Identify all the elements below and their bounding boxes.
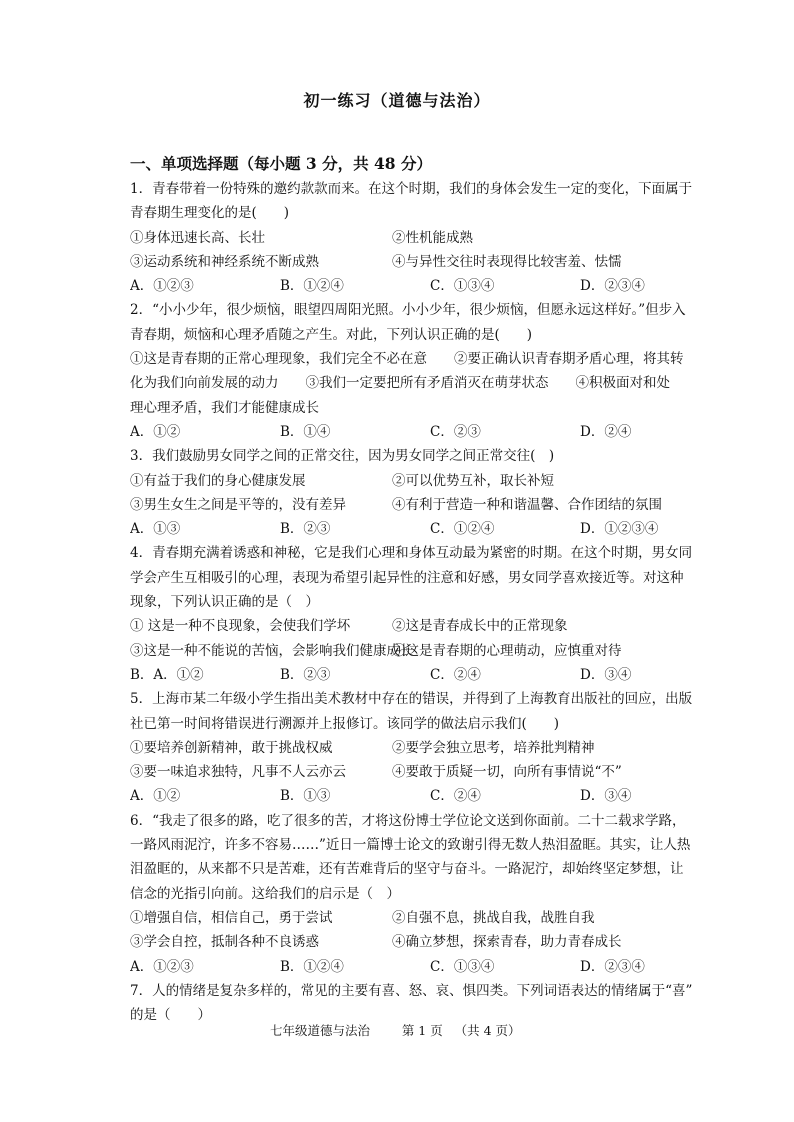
- question-stem-line: 现象，下列认识正确的是（ ）: [130, 594, 319, 611]
- answer-options: [130, 955, 754, 979]
- question-4: [130, 541, 754, 687]
- question-stem-line: 一路风雨泥泞，许多不容易……”近日一篇博士论文的致谢引得无数人热泪盈眶。其实，让人热: [130, 837, 691, 854]
- statement-row: [130, 760, 754, 784]
- question-stem-line: 3．我们鼓励男女同学之间的正常交往，因为男女同学之间正常交往( ): [130, 448, 555, 465]
- question-stem-line: 泪盈眶的，从来都不只是苦难，还有苦难背后的坚守与奋斗。一路泥泞，却始终坚定梦想，让: [130, 861, 684, 878]
- answer-option-d[interactable]: D．③④: [580, 788, 632, 805]
- answer-option-c[interactable]: C．②③: [430, 423, 481, 440]
- statement-item: ④与异性交往时表现得比较害羞、怯懦: [392, 253, 622, 270]
- statement-row: [130, 736, 754, 760]
- question-stem-line: 2．“小小少年，很少烦恼，眼望四周阳光照。小小少年，很少烦恼，但愿永远这样好。”但步入: [130, 302, 686, 319]
- answer-option-a[interactable]: A．①②: [130, 423, 181, 440]
- answer-options: [130, 274, 754, 298]
- page-title: 初一练习（道德与法治）: [303, 91, 491, 110]
- section-heading: 一、单项选择题（每小题 3 分，共 48 分）: [130, 154, 432, 173]
- statement-row: [130, 469, 754, 493]
- question-stem-line: 青春期，烦恼和心理矛盾随之产生。对此，下列认识正确的是( ): [130, 326, 533, 343]
- question-stem-line: 社已第一时间将错误进行溯源并上报修订。该同学的做法启示我们( ): [130, 715, 560, 732]
- footer-total-pages: （共 4 页）: [454, 1023, 521, 1038]
- answer-option-b[interactable]: B．①③: [280, 788, 331, 805]
- question-stem-line: 化为我们向前发展的动力 ③我们一定要把所有矛盾消灭在萌芽状态 ④积极面对和处: [130, 375, 670, 392]
- question-stem-line: 4．青春期充满着诱惑和神秘，它是我们心理和身体互动最为紧密的时期。在这个时期，男女同: [130, 545, 693, 562]
- answer-options: [130, 784, 754, 808]
- answer-option-b[interactable]: B．①②④: [280, 278, 344, 295]
- question-6: [130, 809, 754, 979]
- statement-item: ①要培养创新精神，敢于挑战权威: [130, 739, 333, 756]
- answer-option-a[interactable]: A．①②: [130, 788, 181, 805]
- page-footer: [270, 1021, 521, 1039]
- question-stem-line: 6．“我走了很多的路，吃了很多的苦，才将这份博士学位论文送到你面前。二十二载求学路，: [130, 812, 686, 829]
- answer-option-c[interactable]: C．①③④: [430, 958, 495, 975]
- question-stem-line: 的是（ ）: [130, 1007, 211, 1024]
- answer-option-b[interactable]: B．①④: [280, 423, 331, 440]
- statement-item: ②可以优势互补，取长补短: [392, 472, 554, 489]
- statement-row: [130, 906, 754, 930]
- statement-item: ④要敢于质疑一切，向所有事情说“不”: [392, 764, 622, 781]
- answer-option-d[interactable]: D．②④: [580, 423, 632, 440]
- statement-item: ②这是青春成长中的正常现象: [392, 618, 568, 635]
- statement-row: [130, 614, 754, 638]
- answer-option-a[interactable]: A．①③: [130, 521, 181, 538]
- statement-row: [130, 226, 754, 250]
- statement-item: ③男生女生之间是平等的，没有差异: [130, 496, 346, 513]
- answer-option-d[interactable]: D．②③④: [580, 278, 645, 295]
- statement-item: ③要一味追求独特，凡事不人云亦云: [130, 764, 346, 781]
- statement-item: ④这是青春期的心理萌动，应慎重对待: [392, 642, 622, 659]
- answer-option-d[interactable]: D．③④: [580, 666, 632, 683]
- statement-item: ④确立梦想，探索青春，助力青春成长: [392, 934, 622, 951]
- answer-options: [130, 420, 754, 444]
- question-1: [130, 177, 754, 298]
- answer-options: [130, 517, 754, 541]
- answer-option-d[interactable]: D．②③④: [580, 958, 645, 975]
- question-stem-line: 7．人的情绪是复杂多样的，常见的主要有喜、怒、哀、惧四类。下列词语表达的情绪属于“喜”: [130, 982, 693, 999]
- statement-item: ①身体迅速长高、长壮: [130, 229, 265, 246]
- statement-item: ②自强不息，挑战自我，战胜自我: [392, 909, 595, 926]
- statement-item: ①增强自信，相信自己，勇于尝试: [130, 909, 333, 926]
- footer-page-number: 第 1 页: [401, 1023, 443, 1038]
- statement-item: ②性机能成熟: [392, 229, 473, 246]
- question-stem-line: 1．青春带着一份特殊的邀约款款而来。在这个时期，我们的身体会发生一定的变化，下面属于: [130, 181, 693, 197]
- answer-option-c[interactable]: C．②④: [430, 788, 481, 805]
- question-5: [130, 687, 754, 808]
- statement-item: ③学会自控，抵制各种不良诱惑: [130, 934, 319, 951]
- answer-option-d[interactable]: D．①②③④: [580, 521, 659, 538]
- statement-row: [130, 250, 754, 274]
- question-2: [130, 298, 754, 444]
- footer-subject: 七年级道德与法治: [270, 1023, 371, 1038]
- answer-option-b[interactable]: B．②③: [280, 521, 331, 538]
- footer-spacer: [370, 1021, 402, 1039]
- statement-item: ④有利于营造一种和谐温馨、合作团结的氛围: [392, 496, 662, 513]
- question-stem-line: ①这是青春期的正常心理现象，我们完全不必在意 ②要正确认识青春期矛盾心理，将其转: [130, 351, 684, 368]
- answer-option-c[interactable]: C．①③④: [430, 278, 495, 295]
- answer-option-a[interactable]: B．A．①②: [130, 666, 204, 683]
- question-list: [130, 177, 754, 1027]
- answer-option-c[interactable]: C．①②④: [430, 521, 495, 538]
- statement-item: ③这是一种不能说的苦恼，会影响我们健康成长: [130, 642, 414, 659]
- question-stem-line: 5．上海市某二年级小学生指出美术教材中存在的错误，并得到了上海教育出版社的回应，出版: [130, 691, 693, 708]
- statement-item: ① 这是一种不良现象，会使我们学坏: [130, 618, 351, 635]
- statement-item: ②要学会独立思考，培养批判精神: [392, 739, 595, 756]
- statement-item: ③运动系统和神经系统不断成熟: [130, 253, 319, 270]
- question-stem-line: 学会产生互相吸引的心理，表现为希望引起异性的注意和好感，男女同学喜欢接近等。对这种: [130, 569, 684, 586]
- question-3: [130, 444, 754, 541]
- statement-row: [130, 493, 754, 517]
- answer-options: [130, 663, 754, 687]
- statement-row: [130, 639, 754, 663]
- answer-option-b[interactable]: B．①②④: [280, 958, 344, 975]
- question-stem-line: 青春期生理变化的是( ): [130, 205, 290, 222]
- answer-option-a[interactable]: A．①②③: [130, 958, 194, 975]
- answer-option-a[interactable]: A．①②③: [130, 278, 194, 295]
- footer-spacer: [443, 1021, 455, 1039]
- answer-option-c[interactable]: C．②④: [430, 666, 481, 683]
- answer-option-b[interactable]: B．②③: [280, 666, 331, 683]
- statement-row: [130, 930, 754, 954]
- statement-item: ①有益于我们的身心健康发展: [130, 472, 306, 489]
- question-stem-line: 信念的光指引向前。这给我们的启示是（ ）: [130, 885, 400, 902]
- question-stem-line: 理心理矛盾，我们才能健康成长: [130, 399, 319, 416]
